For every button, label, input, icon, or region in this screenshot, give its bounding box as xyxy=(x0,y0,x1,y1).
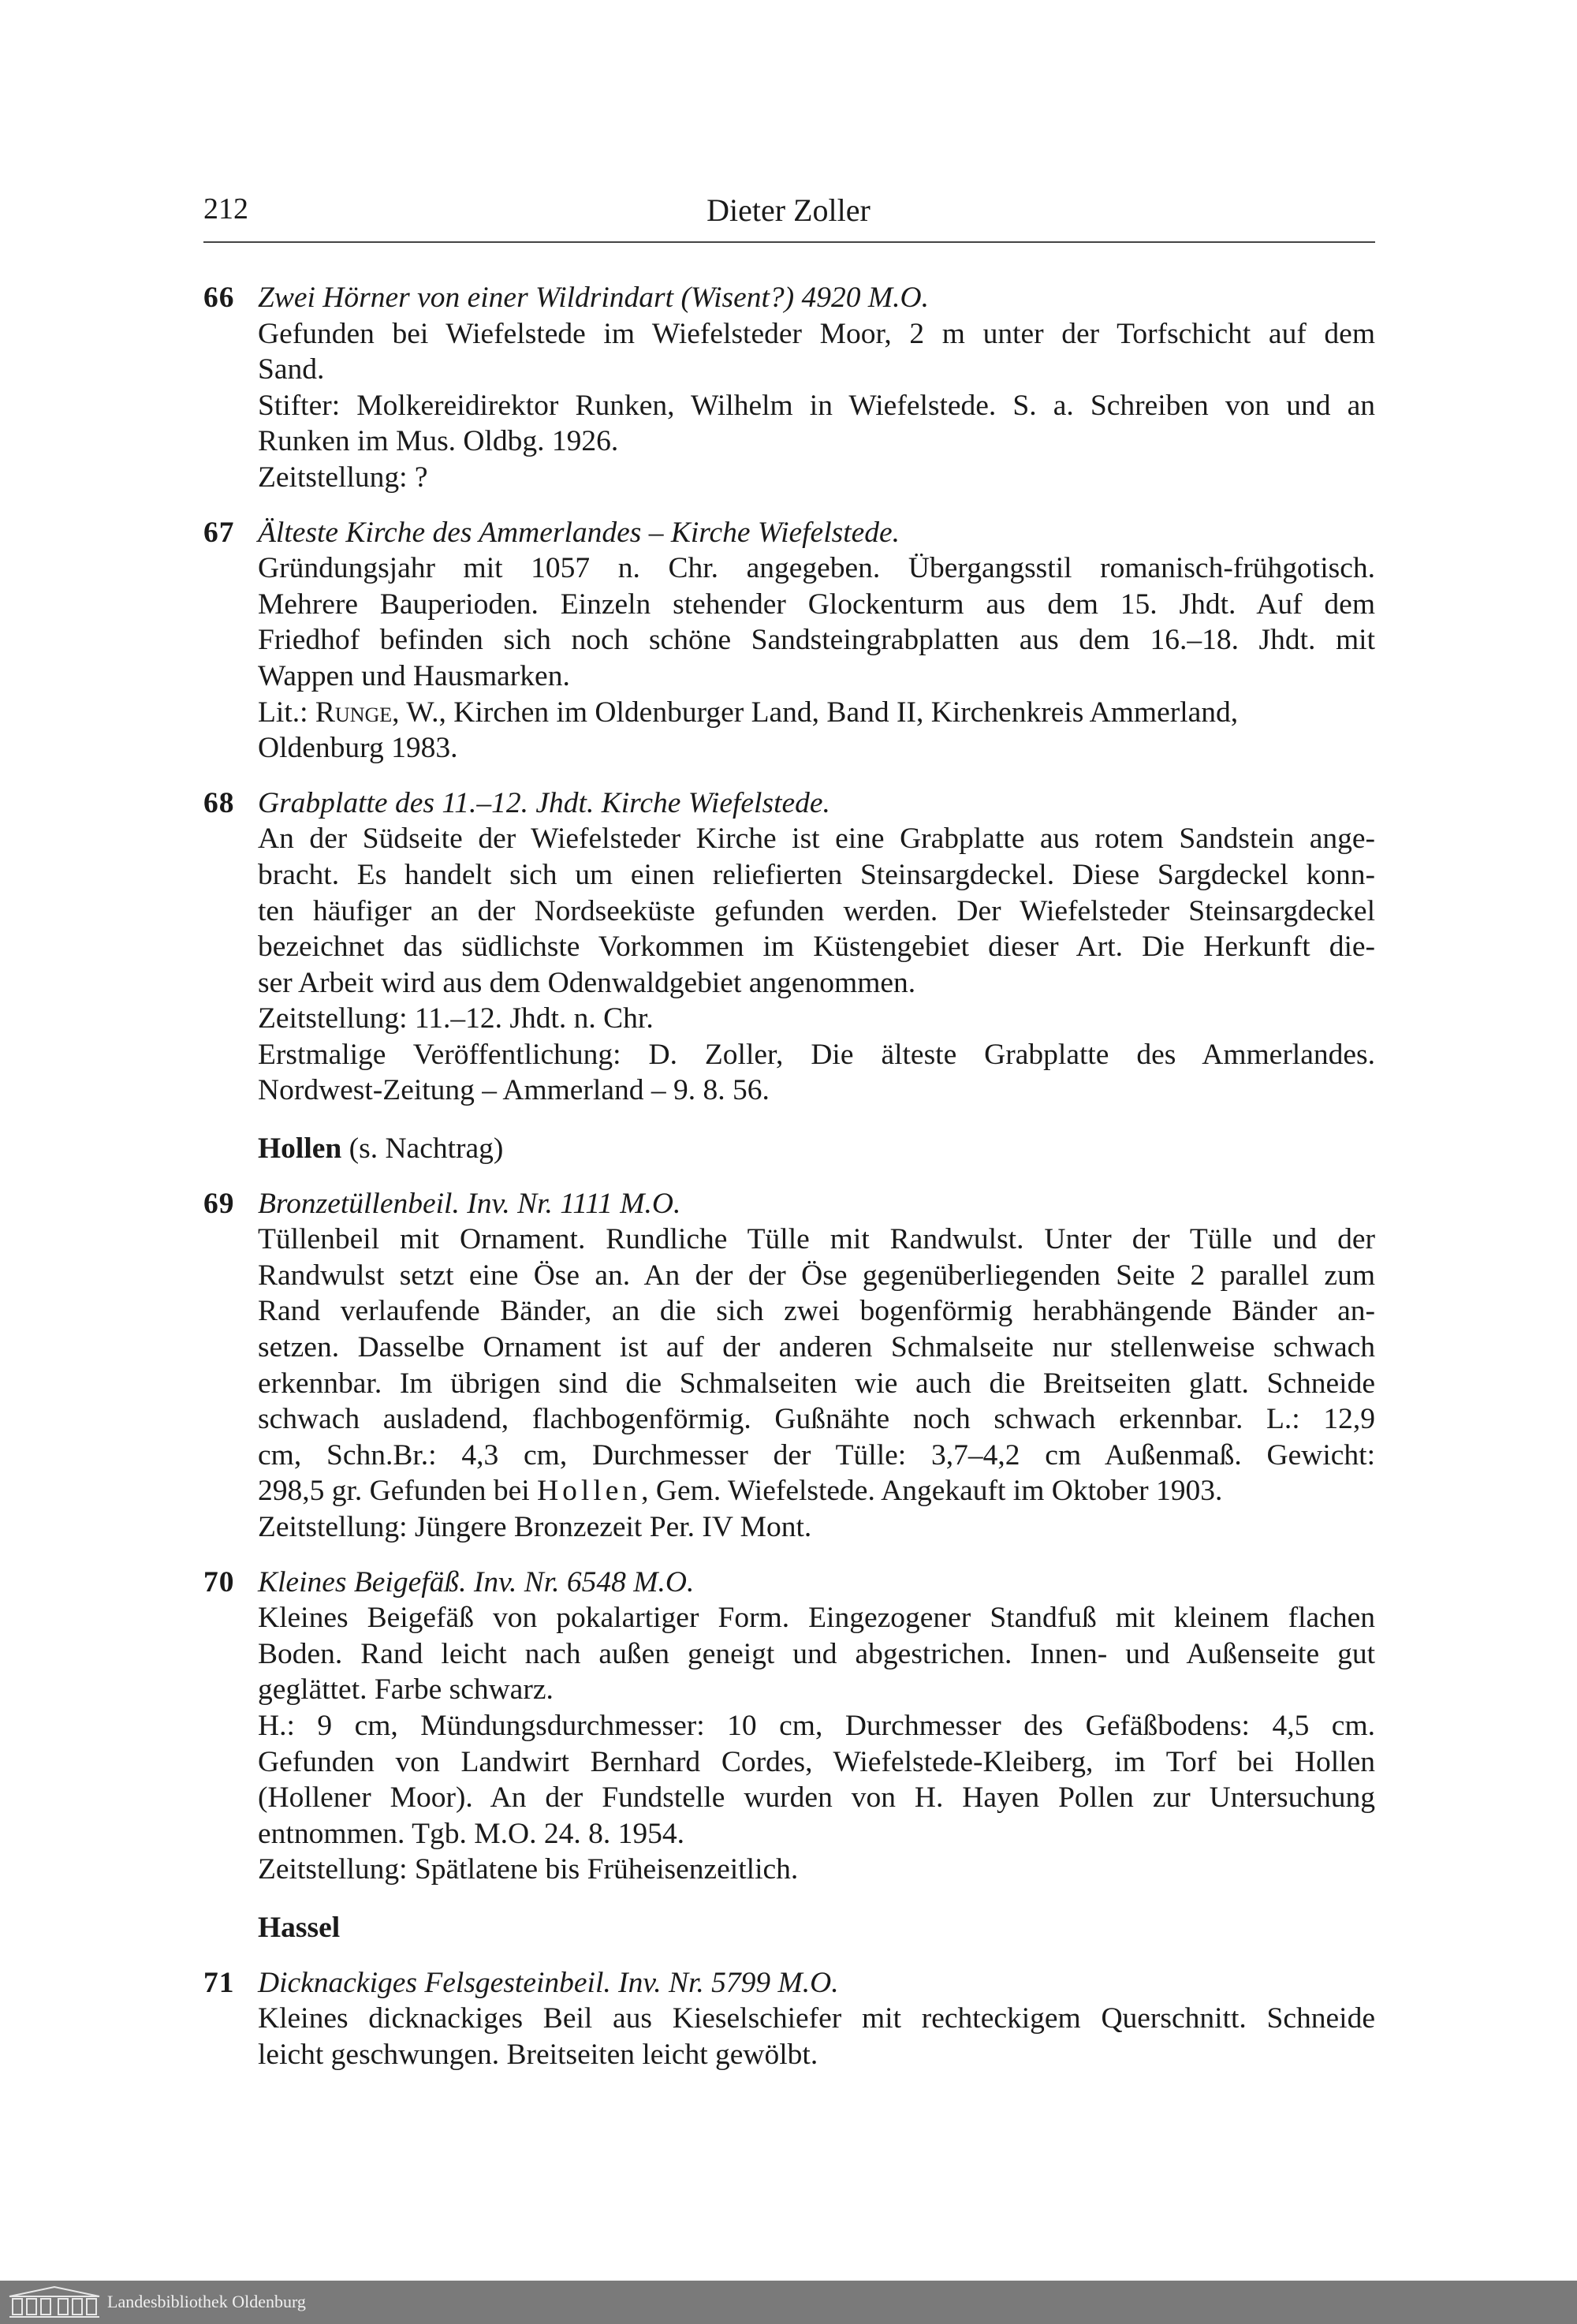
header-rule xyxy=(203,241,1375,243)
entry-text-line: ser Arbeit wird aus dem Odenwaldgebiet angenommen. xyxy=(258,966,916,999)
entry-text-line: Stifter: Molkereidirektor Runken, Wilhelm in Wiefelstede. S. a. Schreiben von und an xyxy=(258,389,1375,422)
entry-text-line: Zeitstellung: Spätlatene bis Früheisenzeitlich. xyxy=(258,1853,799,1886)
entry-text-line: Runken im Mus. Oldbg. 1926. xyxy=(258,425,619,458)
literature-line xyxy=(258,695,1375,731)
literature-author: Runge xyxy=(315,696,393,729)
entry-text-line: leicht geschwungen. Breitseiten leicht gewölbt. xyxy=(258,2038,818,2071)
entry-text-line: Erstmalige Veröffentlichung: D. Zoller, Die älteste Grabplatte des Ammerlandes. xyxy=(258,1038,1375,1071)
entry-text-line: bracht. Es handelt sich um einen reliefierten Steinsargdeckel. Diese Sargdeckel konn- xyxy=(258,858,1375,891)
section-name: Hassel xyxy=(258,1911,341,1944)
entry-text-line: Boden. Rand leicht nach außen geneigt und abgestrichen. Innen- und Außenseite gut xyxy=(258,1637,1375,1670)
entry-title: Bronzetüllenbeil. Inv. Nr. 1111 M.O. xyxy=(258,1187,681,1220)
entry-text-line: Wappen und Hausmarken. xyxy=(258,659,570,692)
literature-rest: , W., Kirchen im Oldenburger Land, Band II, Kirchenkreis Ammerland, xyxy=(392,696,1239,729)
entry-text-line: Zeitstellung: ? xyxy=(258,461,428,494)
entry-text-line: Gründungsjahr mit 1057 n. Chr. angegeben. Übergangsstil romanisch-frühgotisch. xyxy=(258,552,1375,585)
entry-text-line: Oldenburg 1983. xyxy=(258,732,458,765)
catalog-entry-68 xyxy=(203,785,1375,1109)
catalog-entry-70 xyxy=(203,1565,1375,1888)
catalog-entry-71 xyxy=(203,1965,1375,2073)
entry-title: Zwei Hörner von einer Wildrindart (Wisent?) 4920 M.O. xyxy=(258,282,929,314)
entry-text-line: entnommen. Tgb. M.O. 24. 8. 1954. xyxy=(258,1817,684,1850)
entry-text-line: erkennbar. Im übrigen sind die Schmalseiten wie auch die Breitseiten glatt. Schneide xyxy=(258,1367,1375,1400)
entry-text-line: (Hollener Moor). An der Fundstelle wurden von H. Hayen Pollen zur Untersuchung xyxy=(258,1781,1375,1815)
entry-text-line: Tüllenbeil mit Ornament. Rundliche Tülle mit Randwulst. Unter der Tülle und der xyxy=(258,1223,1375,1256)
entry-text-line: Randwulst setzt eine Öse an. An der der Öse gegenüberliegenden Seite 2 parallel zum xyxy=(258,1259,1375,1292)
entry-number: 71 xyxy=(203,1966,235,1999)
entry-number: 66 xyxy=(203,282,235,314)
page-body xyxy=(203,280,1375,2091)
entry-number: 67 xyxy=(203,516,235,549)
entry-text-line: bezeichnet das südlichste Vorkommen im Küstengebiet dieser Art. Die Herkunft die- xyxy=(258,931,1375,964)
catalog-entry-67 xyxy=(203,515,1375,767)
find-location-place: Hollen xyxy=(537,1475,642,1508)
find-location-post: , Gem. Wiefelstede. Angekauft im Oktober 1903. xyxy=(641,1475,1223,1508)
entry-text-line: Zeitstellung: 11.–12. Jhdt. n. Chr. xyxy=(258,1002,654,1035)
entry-text-line: Gefunden von Landwirt Bernhard Cordes, Wiefelstede-Kleiberg, im Torf bei Hollen xyxy=(258,1745,1375,1778)
entry-text-line: ten häufiger an der Nordseeküste gefunden werden. Der Wiefelsteder Steinsargdeckel xyxy=(258,894,1375,927)
entry-title: Grabplatte des 11.–12. Jhdt. Kirche Wiefelstede. xyxy=(258,786,830,819)
find-location-pre: 298,5 gr. Gefunden bei xyxy=(258,1475,538,1508)
entry-text-line: Nordwest-Zeitung – Ammerland – 9. 8. 56. xyxy=(258,1074,770,1107)
entry-title: Kleines Beigefäß. Inv. Nr. 6548 M.O. xyxy=(258,1565,695,1598)
entry-number: 68 xyxy=(203,786,235,819)
entry-text-line: geglättet. Farbe schwarz. xyxy=(258,1673,554,1707)
entry-text-line: schwach ausladend, flachbogenförmig. Gußnähte noch schwach erkennbar. L.: 12,9 xyxy=(258,1403,1375,1436)
catalog-entry-66 xyxy=(203,280,1375,496)
running-head-author: Dieter Zoller xyxy=(706,192,871,228)
literature-prefix: Lit.: xyxy=(258,696,315,729)
catalog-entry-69 xyxy=(203,1186,1375,1546)
entry-text-line: cm, Schn.Br.: 4,3 cm, Durchmesser der Tülle: 3,7–4,2 cm Außenmaß. Gewicht: xyxy=(258,1438,1375,1472)
library-footer-bar xyxy=(0,2281,1577,2324)
entry-text-line: Zeitstellung: Jüngere Bronzezeit Per. IV Mont. xyxy=(258,1511,812,1543)
section-heading-hassel xyxy=(203,1910,1375,1946)
entry-text-line: H.: 9 cm, Mündungsdurchmesser: 10 cm, Durchmesser des Gefäßbodens: 4,5 cm. xyxy=(258,1709,1375,1742)
library-building-icon xyxy=(8,2285,101,2318)
entry-text-line: setzen. Dasselbe Ornament ist auf der anderen Schmalseite nur stellenweise schwach xyxy=(258,1331,1375,1364)
entry-text-line: Kleines Beigefäß von pokalartiger Form. Eingezogener Standfuß mit kleinem flachen xyxy=(258,1602,1375,1635)
section-note: (s. Nachtrag) xyxy=(349,1132,504,1166)
section-name: Hollen xyxy=(258,1132,342,1166)
section-heading-hollen xyxy=(203,1131,1375,1167)
page-number: 212 xyxy=(203,192,248,226)
entry-title: Dicknackiges Felsgesteinbeil. Inv. Nr. 5799 M.O. xyxy=(258,1966,839,1999)
library-name: Landesbibliothek Oldenburg xyxy=(107,2292,306,2311)
entry-text-line: An der Südseite der Wiefelsteder Kirche ist eine Grabplatte aus rotem Sandstein ange- xyxy=(258,823,1375,856)
entry-text-line: Friedhof befinden sich noch schöne Sandsteingrabplatten aus dem 16.–18. Jhdt. mit xyxy=(258,624,1375,657)
find-location-line xyxy=(258,1473,1375,1509)
entry-text-line: Rand verlaufende Bänder, an die sich zwei bogenförmig herabhängende Bänder an- xyxy=(258,1295,1375,1328)
entry-title: Älteste Kirche des Ammerlandes – Kirche Wiefelstede. xyxy=(258,516,900,549)
entry-number: 70 xyxy=(203,1565,235,1598)
entry-text-line: Gefunden bei Wiefelstede im Wiefelsteder Moor, 2 m unter der Torfschicht auf dem xyxy=(258,317,1375,350)
entry-number: 69 xyxy=(203,1187,235,1220)
entry-text-line: Mehrere Bauperioden. Einzeln stehender Glockenturm aus dem 15. Jhdt. Auf dem xyxy=(258,588,1375,621)
entry-text-line: Sand. xyxy=(258,353,325,386)
entry-text-line: Kleines dicknackiges Beil aus Kieselschiefer mit rechteckigem Querschnitt. Schneide xyxy=(258,2002,1375,2035)
